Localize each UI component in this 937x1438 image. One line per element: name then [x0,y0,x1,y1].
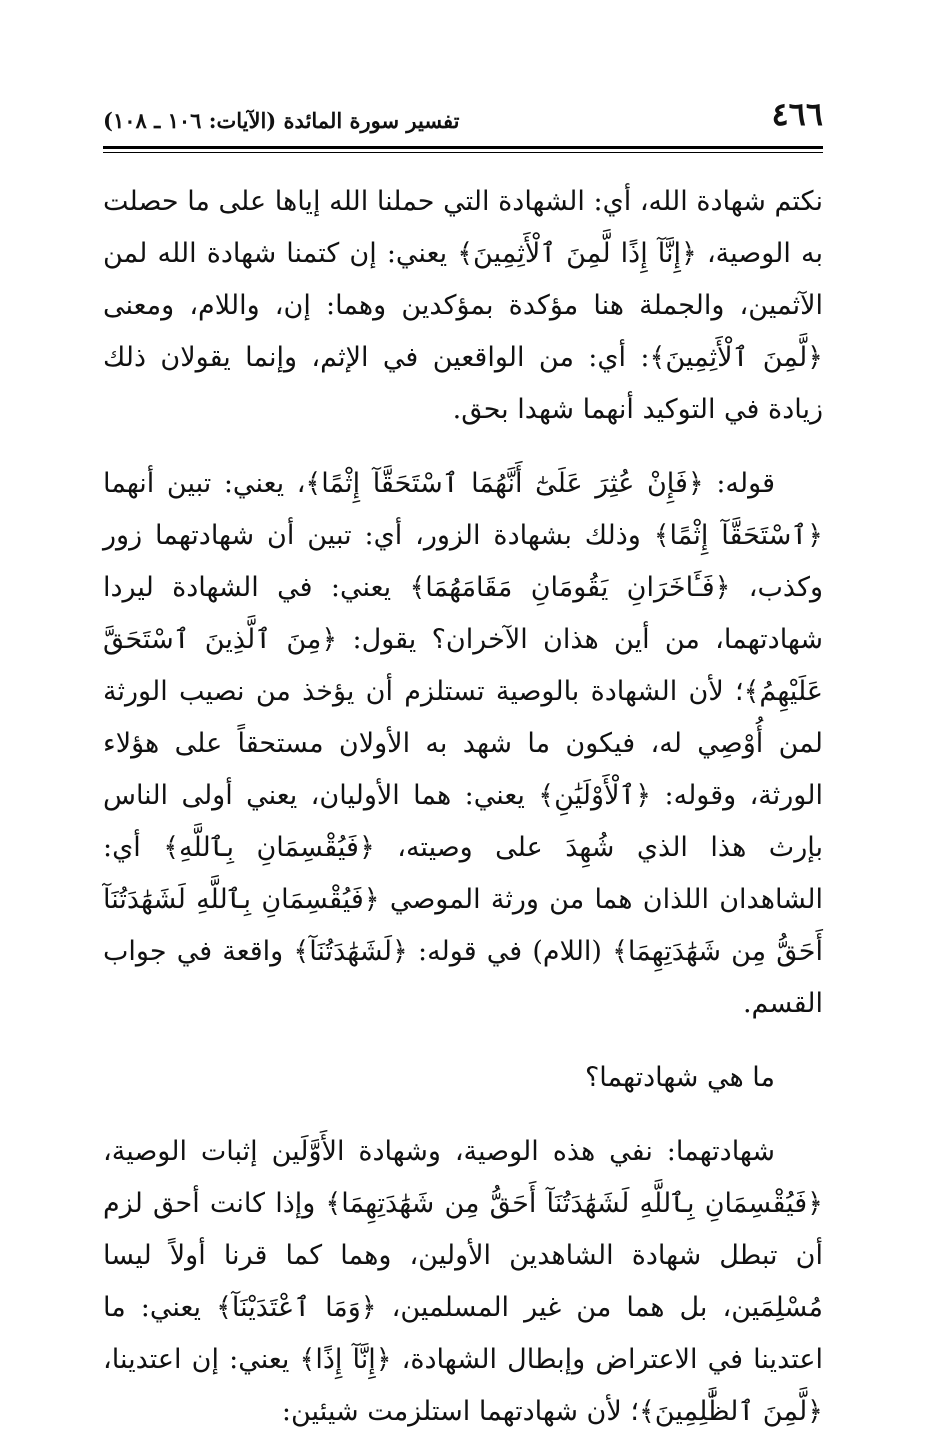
paragraph-2: قوله: ﴿فَإِنْ عُثِرَ عَلَىٰٓ أَنَّهُمَا ٱسْتَحَقَّآ إِثْمًا﴾، يعني: تبين أنهما ﴿ٱسْتَحَقَّآ إِثْمًا﴾ وذلك بشهادة الزور، أي: تبين أن شهادتهما زور وكذب، ﴿فَـَٔاخَرَانِ يَقُومَانِ مَقَامَهُمَا﴾ يعني: في الشهادة ليردا شهادتهما، من أين هذان الآخران؟ يقول: ﴿مِنَ ٱلَّذِينَ ٱسْتَحَقَّ عَلَيْهِمُ﴾؛ لأن الشهادة بالوصية تستلزم أن يؤخذ من نصيب الورثة لمن أُوْصِي له، فيكون ما شهد به الأولان مستحقاً على هؤلاء الورثة، وقوله: ﴿ٱلْأَوْلَيَٰنِ﴾ يعني: هما الأوليان، يعني أولى الناس بإرث هذا الذي شُهِدَ على وصيته، ﴿فَيُقْسِمَانِ بِٱللَّهِ﴾ أي: الشاهدان اللذان هما من ورثة الموصي ﴿فَيُقْسِمَانِ بِٱللَّهِ لَشَهَٰدَتُنَآ أَحَقُّ مِن شَهَٰدَتِهِمَا﴾ (اللام) في قوله: ﴿لَشَهَٰدَتُنَآ﴾ واقعة في جواب القسم. [103,468,823,1019]
header-rule-thin [103,152,823,153]
header-rule [103,146,823,149]
body-text [103,176,823,1438]
section-question: ما هي شهادتهما؟ [584,1062,775,1093]
running-title: تفسير سورة المائدة (الآيات: ١٠٦ ـ ١٠٨) [103,108,460,133]
page-header [103,94,823,142]
page-number: ٤٦٦ [771,95,823,133]
paragraph-1: نكتم شهادة الله، أي: الشهادة التي حملنا الله إياها على ما حصلت به الوصية، ﴿إِنَّآ إِذًا لَّمِنَ ٱلْأَثِمِينَ﴾ يعني: إن كتمنا شهادة الله لمن الآثمين، والجملة هنا مؤكدة بمؤكدين وهما: إن، واللام، ومعنى ﴿لَّمِنَ ٱلْأَثِمِينَ﴾: أي: من الواقعين في الإثم، وإنما يقولان ذلك زيادة في التوكيد أنهما شهدا بحق. [103,186,823,425]
paragraph-3: شهادتهما: نفي هذه الوصية، وشهادة الأَوَّلَين إثبات الوصية، ﴿فَيُقْسِمَانِ بِٱللَّهِ لَشَهَٰدَتُنَآ أَحَقُّ مِن شَهَٰدَتِهِمَا﴾ وإذا كانت أحق لزم أن تبطل شهادة الشاهدين الأولين، وهما كما قرنا أولاً ليسا مُسْلِمَين، بل هما من غير المسلمين، ﴿وَمَا ٱعْتَدَيْنَآ﴾ يعني: ما اعتدينا في الاعتراض وإبطال الشهادة، ﴿إِنَّآ إِذًا﴾ يعني: إن اعتدينا، ﴿لَّمِنَ ٱلظَّٰلِمِينَ﴾؛ لأن شهادتهما استلزمت شيئين: [103,1136,823,1427]
